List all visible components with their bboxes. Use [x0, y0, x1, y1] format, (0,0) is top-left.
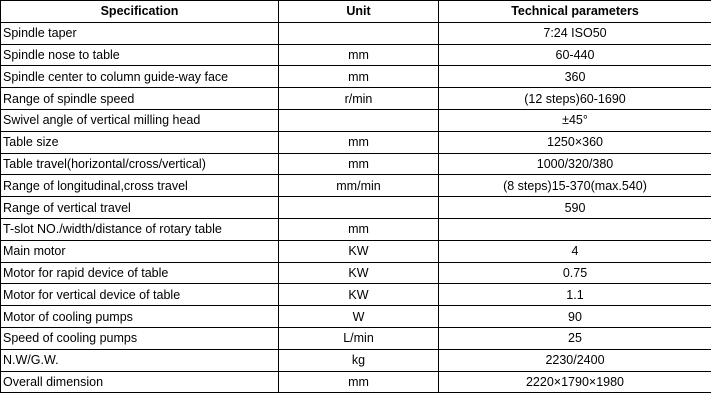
parameter-cell: 1250×360 [439, 131, 711, 153]
spec-cell: Spindle nose to table [1, 44, 279, 66]
table-row [1, 371, 711, 393]
table-row [1, 306, 711, 328]
parameter-cell: 4 [439, 240, 711, 262]
spec-cell: Range of spindle speed [1, 88, 279, 110]
table-row [1, 197, 711, 219]
unit-cell: mm [279, 371, 439, 393]
table-header [1, 1, 711, 23]
unit-cell [279, 22, 439, 44]
unit-cell: r/min [279, 88, 439, 110]
header-row [1, 1, 711, 23]
unit-cell: KW [279, 284, 439, 306]
parameter-cell: 590 [439, 197, 711, 219]
parameter-cell: 2220×1790×1980 [439, 371, 711, 393]
table-row [1, 131, 711, 153]
parameter-cell: 7:24 ISO50 [439, 22, 711, 44]
spec-cell: T-slot NO./width/distance of rotary table [1, 218, 279, 240]
spec-cell: Overall dimension [1, 371, 279, 393]
unit-cell: mm [279, 44, 439, 66]
parameter-cell: 1.1 [439, 284, 711, 306]
unit-cell: KW [279, 262, 439, 284]
table-row [1, 88, 711, 110]
table-row [1, 349, 711, 371]
parameter-cell: 360 [439, 66, 711, 88]
parameter-cell: 90 [439, 306, 711, 328]
unit-cell [279, 109, 439, 131]
unit-cell: mm [279, 131, 439, 153]
parameter-cell: 1000/320/380 [439, 153, 711, 175]
table-row [1, 175, 711, 197]
column-header-specification: Specification [1, 1, 279, 23]
spec-cell: N.W/G.W. [1, 349, 279, 371]
spec-cell: Spindle taper [1, 22, 279, 44]
spec-cell: Table size [1, 131, 279, 153]
table-row [1, 153, 711, 175]
parameter-cell: (8 steps)15-370(max.540) [439, 175, 711, 197]
table-body [1, 22, 711, 393]
unit-cell: mm [279, 66, 439, 88]
parameter-cell: ±45° [439, 109, 711, 131]
table-row [1, 109, 711, 131]
spec-cell: Main motor [1, 240, 279, 262]
spec-cell: Speed of cooling pumps [1, 327, 279, 349]
spec-cell: Motor of cooling pumps [1, 306, 279, 328]
spec-cell: Range of longitudinal,cross travel [1, 175, 279, 197]
parameter-cell: 0.75 [439, 262, 711, 284]
parameter-cell: 2230/2400 [439, 349, 711, 371]
table-row [1, 284, 711, 306]
unit-cell: mm [279, 153, 439, 175]
unit-cell [279, 197, 439, 219]
table-row [1, 218, 711, 240]
unit-cell: W [279, 306, 439, 328]
table-row [1, 22, 711, 44]
column-header-parameters: Technical parameters [439, 1, 711, 23]
spec-cell: Table travel(horizontal/cross/vertical) [1, 153, 279, 175]
table-row [1, 44, 711, 66]
unit-cell: L/min [279, 327, 439, 349]
table-row [1, 240, 711, 262]
table-row [1, 66, 711, 88]
column-header-unit: Unit [279, 1, 439, 23]
unit-cell: kg [279, 349, 439, 371]
parameter-cell: 60-440 [439, 44, 711, 66]
unit-cell: mm [279, 218, 439, 240]
table-row [1, 262, 711, 284]
parameter-cell [439, 218, 711, 240]
spec-cell: Spindle center to column guide-way face [1, 66, 279, 88]
spec-cell: Range of vertical travel [1, 197, 279, 219]
spec-cell: Motor for rapid device of table [1, 262, 279, 284]
table-row [1, 327, 711, 349]
unit-cell: mm/min [279, 175, 439, 197]
spec-cell: Motor for vertical device of table [1, 284, 279, 306]
unit-cell: KW [279, 240, 439, 262]
parameter-cell: 25 [439, 327, 711, 349]
parameter-cell: (12 steps)60-1690 [439, 88, 711, 110]
spec-cell: Swivel angle of vertical milling head [1, 109, 279, 131]
